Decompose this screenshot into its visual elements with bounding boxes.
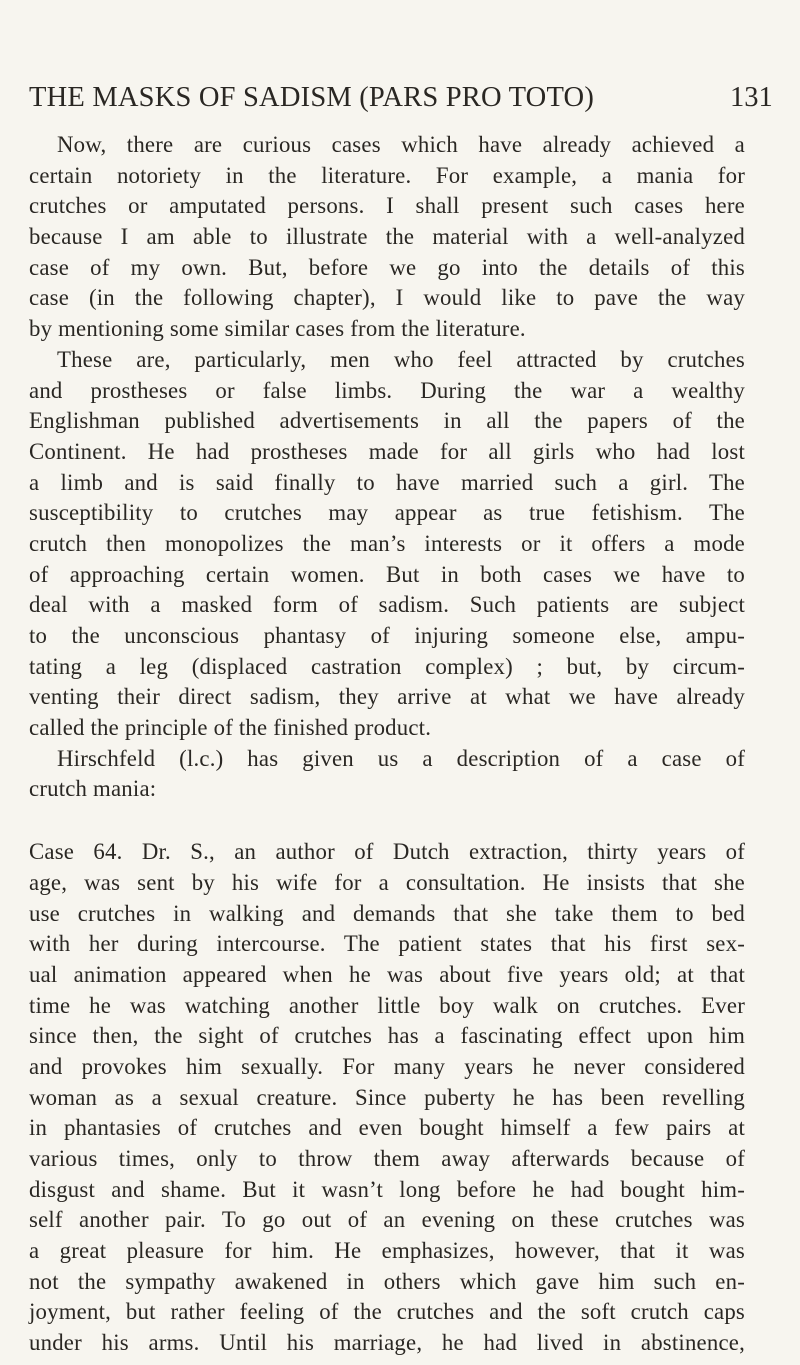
page-header — [0, 82, 800, 122]
text-line: Hirschfeld (l.c.) has given us a description of a case of — [57, 745, 745, 771]
text-line: use crutches in walking and demands that she take them to bed — [29, 900, 745, 926]
text-line: joyment, but rather feeling of the crutches and the soft crutch caps — [29, 1299, 745, 1325]
body-text — [29, 130, 745, 1359]
text-line: case (in the following chapter), I would like to pave the way — [29, 285, 745, 311]
paragraph-3 — [29, 744, 745, 805]
text-line: These are, particularly, men who feel attracted by crutches — [57, 346, 745, 372]
case-64-text — [29, 837, 745, 1359]
text-line: crutch then monopolizes the man’s interests or it offers a mode — [29, 530, 745, 556]
section-gap — [29, 805, 745, 837]
text-line: disgust and shame. But it wasn’t long before he had bought him- — [29, 1176, 745, 1202]
paragraph-1 — [29, 130, 745, 345]
text-line: certain notoriety in the literature. For example, a mania for — [29, 162, 745, 188]
text-line: a limb and is said finally to have married such a girl. The — [29, 469, 745, 495]
running-head: THE MASKS OF SADISM (PARS PRO TOTO) — [29, 82, 595, 113]
text-line: Now, there are curious cases which have already achieved a — [57, 132, 745, 157]
text-line: because I am able to illustrate the material with a well-analyzed — [29, 224, 745, 250]
page-number: 131 — [730, 82, 773, 113]
text-line: Case 64. Dr. S., an author of Dutch extraction, thirty years of — [29, 839, 745, 865]
text-line: crutch mania: — [29, 776, 157, 802]
text-line: in phantasies of crutches and even bought himself a few pairs at — [29, 1115, 745, 1141]
text-line: crutches or amputated persons. I shall present such cases here — [29, 193, 745, 219]
text-line: called the principle of the finished product. — [29, 715, 432, 741]
text-line: woman as a sexual creature. Since puberty he has been revelling — [29, 1084, 745, 1110]
text-line: self another pair. To go out of an evening on these crutches was — [29, 1207, 745, 1233]
text-line: by mentioning some similar cases from the literature. — [29, 316, 526, 342]
text-line: case of my own. But, before we go into the details of this — [29, 254, 745, 280]
text-line: ual animation appeared when he was about five years old; at that — [29, 961, 745, 987]
text-line: not the sympathy awakened in others which gave him such en- — [29, 1268, 745, 1294]
text-line: age, was sent by his wife for a consultation. He insists that she — [29, 869, 745, 895]
text-line: and prostheses or false limbs. During the war a wealthy — [29, 377, 745, 403]
text-line: a great pleasure for him. He emphasizes, however, that it was — [29, 1238, 745, 1264]
text-line: time he was watching another little boy walk on crutches. Ever — [29, 992, 745, 1018]
text-line: Continent. He had prostheses made for all girls who had lost — [29, 438, 745, 464]
text-line: to the unconscious phantasy of injuring someone else, ampu- — [29, 623, 745, 648]
text-line: since then, the sight of crutches has a fascinating effect upon him — [29, 1023, 745, 1049]
text-line: and provokes him sexually. For many years he never considered — [29, 1053, 745, 1079]
text-line: venting their direct sadism, they arrive at what we have already — [29, 684, 745, 710]
paragraph-2 — [29, 345, 745, 744]
text-line: tating a leg (displaced castration complex) ; but, by circum- — [29, 653, 745, 679]
text-line: Englishman published advertisements in all the papers of the — [29, 408, 745, 434]
text-line: various times, only to throw them away afterwards because of — [29, 1146, 745, 1171]
text-line: with her during intercourse. The patient states that his first sex- — [29, 931, 745, 957]
text-line: under his arms. Until his marriage, he had lived in abstinence, — [29, 1330, 745, 1356]
text-line: of approaching certain women. But in both cases we have to — [29, 561, 745, 587]
text-line: deal with a masked form of sadism. Such patients are subject — [29, 592, 745, 618]
text-line: susceptibility to crutches may appear as true fetishism. The — [29, 500, 745, 526]
